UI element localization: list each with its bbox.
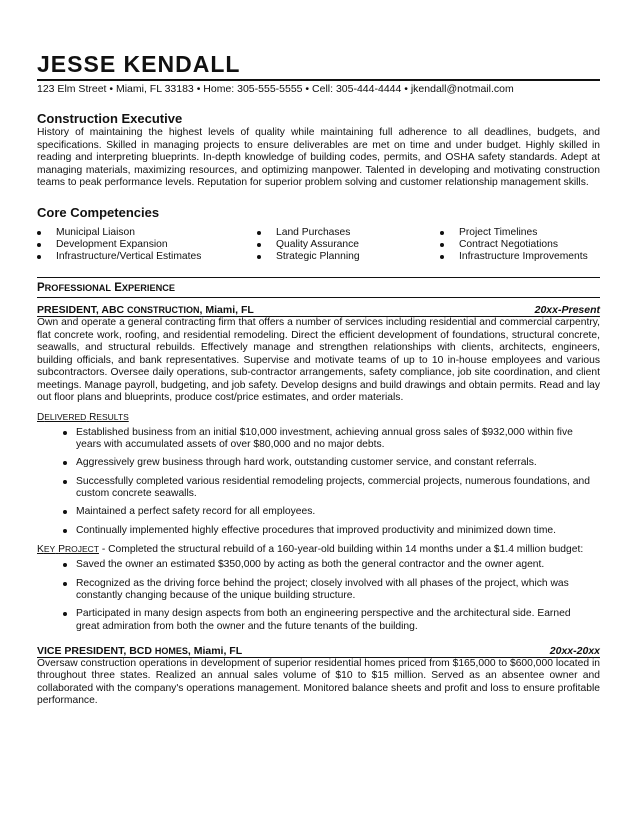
competencies-column-2 [257, 227, 440, 264]
competencies-grid [37, 227, 600, 264]
job-date: 20xx-20xx [549, 644, 600, 657]
summary-text: History of maintaining the highest levels of quality while maintaining full adherence to all deadlines, budgets, and specifications. Skilled in managing projects to ensure deliverables are met on time and under budget. Highly skilled in reading and interpreting blueprints. In-depth knowledge of building codes, permits, and OSHA safety standards. Adept at managing materials, maximizing resources, and optimizing manpower. Talented in developing and motivating construction teams to peak performance levels. Reputation for superior problem solving and customer relationship management skills. [37, 127, 600, 188]
competency-item: Municipal Liaison [37, 227, 257, 239]
results-list [37, 427, 600, 537]
competency-item: Project Timelines [440, 227, 600, 239]
summary-heading: Construction Executive [37, 111, 183, 126]
section-divider [37, 277, 600, 278]
competencies-column-1 [37, 227, 257, 264]
list-item: Recognized as the driving force behind the project; closely involved with all phases of the project, which was constantly changing because of the unique building structure. [37, 578, 600, 603]
list-item: Continually implemented highly effective procedures that improved productivity and minimized down time. [37, 525, 600, 537]
job-description: Own and operate a general contracting firm that offers a number of services including residential and commercial carpentry, flat concrete work, roofing, and residential remodeling. Direct the efficient development of foundations, structural concrete, seawalls, and structural rebuilds. Effectively manage and strengthen relationships with clients, architects, engineers, building officials, and bank representatives. Supervise and motivate teams of up to 10 in-house employees and various subcontractors. Oversee daily operations, sub-contractor arrangements, safety compliance, job site coordination, and client meetings. Manage payroll, budgeting, and job safety. Develop designs and build drawings and obtain permits. Read and lay out floor plans and blueprints, produce cost/price estimates, and order materials. [37, 317, 600, 404]
competencies-column-3 [440, 227, 600, 264]
applicant-name: JESSE KENDALL [37, 50, 600, 81]
competencies-heading: Core Competencies [37, 204, 160, 220]
experience-heading: PROFESSIONAL EXPERIENCE [37, 281, 600, 298]
competency-item: Quality Assurance [257, 239, 440, 251]
list-item: Saved the owner an estimated $350,000 by acting as both the general contractor and the owner agent. [37, 559, 600, 571]
job-header [37, 304, 600, 317]
job-title: VICE PRESIDENT, BCD HOMES, Miami, FL [37, 644, 243, 657]
competency-item: Infrastructure/Vertical Estimates [37, 251, 257, 263]
delivered-results-label: DELIVERED RESULTS [37, 411, 129, 423]
competency-item: Strategic Planning [257, 251, 440, 263]
competency-item: Contract Negotiations [440, 239, 600, 251]
competency-item: Development Expansion [37, 239, 257, 251]
list-item: Established business from an initial $10,000 investment, achieving annual gross sales of $932,000 within five years with accumulated assets of over $80,000 and no major debts. [37, 427, 600, 452]
job-header [37, 645, 600, 658]
key-project-line: KEY PROJECT - Completed the structural rebuild of a 160-year-old building within 14 months under a $1.4 million budget: [37, 543, 584, 555]
job-title: PRESIDENT, ABC CONSTRUCTION, Miami, FL [37, 304, 254, 317]
list-item: Participated in many design aspects from both an engineering perspective and the architectural side. Earned great admiration from both the owner and the future tenants of the building. [37, 608, 600, 633]
key-project-list [37, 559, 600, 632]
list-item: Maintained a perfect safety record for all employees. [37, 506, 600, 518]
job-date: 20xx-Present [534, 304, 600, 317]
list-item: Aggressively grew business through hard work, outstanding customer service, and constant referrals. [37, 457, 600, 469]
competency-item: Infrastructure Improvements [440, 251, 600, 263]
list-item: Successfully completed various residential remodeling projects, commercial projects, numerous foundations, and custom concrete seawalls. [37, 476, 600, 501]
resume-page [37, 50, 600, 708]
contact-line: 123 Elm Street • Miami, FL 33183 • Home: 305-555-5555 • Cell: 305-444-4444 • jkendall@notmail.com [37, 83, 514, 95]
job-description: Oversaw construction operations in development of superior residential homes priced from $165,000 to $600,000 located in throughout three states. Realized an annual sales volume of $10 to $15 million. Served as an absentee owner and collaborated with the company's operations management. Monitored balance sheets and profit and loss to ensure profitable performance. [37, 657, 600, 707]
competency-item: Land Purchases [257, 227, 440, 239]
